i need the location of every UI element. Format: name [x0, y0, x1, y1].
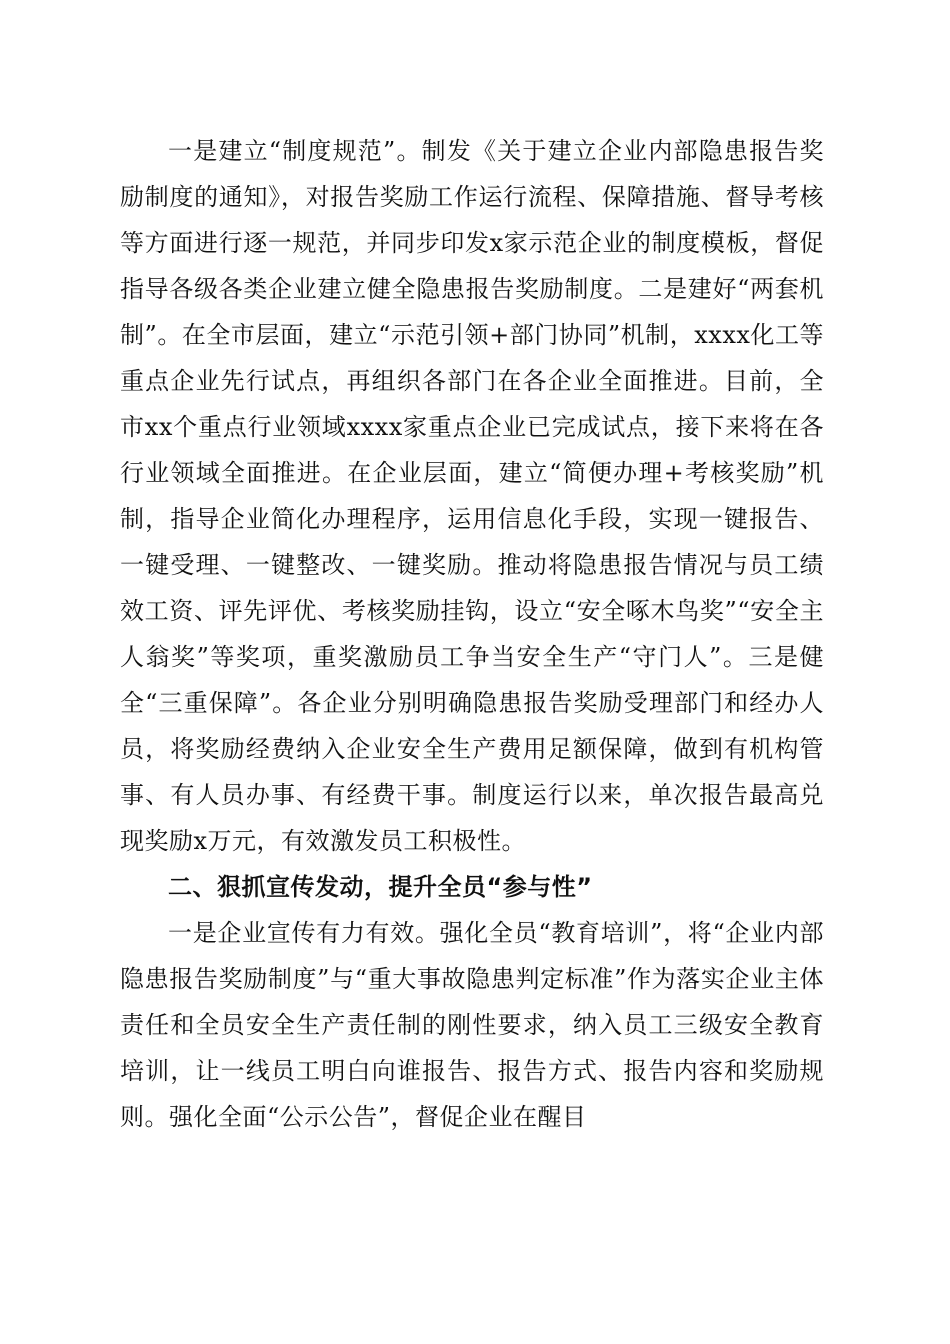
paragraph-enterprise-publicity: 一是企业宣传有力有效。强化全员“教育培训”，将“企业内部隐患报告奖励制度”与“重大事故隐患判定标准”作为落实企业主体责任和全员安全生产责任制的刚性要求，纳入员工三级安全教育培训，让一线员工明白向谁报告、报告方式、报告内容和奖励规则。强化全面“公示公告”，督促企业在醒目 [120, 919, 824, 1131]
section-heading-publicity: 二、狠抓宣传发动，提升全员“参与性” [168, 873, 593, 901]
document-body [120, 128, 824, 1140]
paragraph-system-norms: 一是建立“制度规范”。制发《关于建立企业内部隐患报告奖励制度的通知》，对报告奖励工作运行流程、保障措施、督导考核等方面进行逐一规范，并同步印发x家示范企业的制度模板，督促指导各级各类企业建立健全隐患报告奖励制度。二是建好“两套机制”。在全市层面，建立“示范引领+部门协同”机制，xxxx化工等重点企业先行试点，再组织各部门在各企业全面推进。目前，全市xx个重点行业领域xxxx家重点企业已完成试点，接下来将在各行业领域全面推进。在企业层面，建立“简便办理+考核奖励”机制，指导企业简化办理程序，运用信息化手段，实现一键报告、一键受理、一键整改、一键奖励。推动将隐患报告情况与员工绩效工资、评先评优、考核奖励挂钩，设立“安全啄木鸟奖”“安全主人翁奖”等奖项，重奖激励员工争当安全生产“守门人”。三是健全“三重保障”。各企业分别明确隐患报告奖励受理部门和经办人员，将奖励经费纳入企业安全生产费用足额保障，做到有机构管事、有人员办事、有经费干事。制度运行以来，单次报告最高兑现奖励x万元，有效激发员工积极性。 [120, 137, 824, 855]
